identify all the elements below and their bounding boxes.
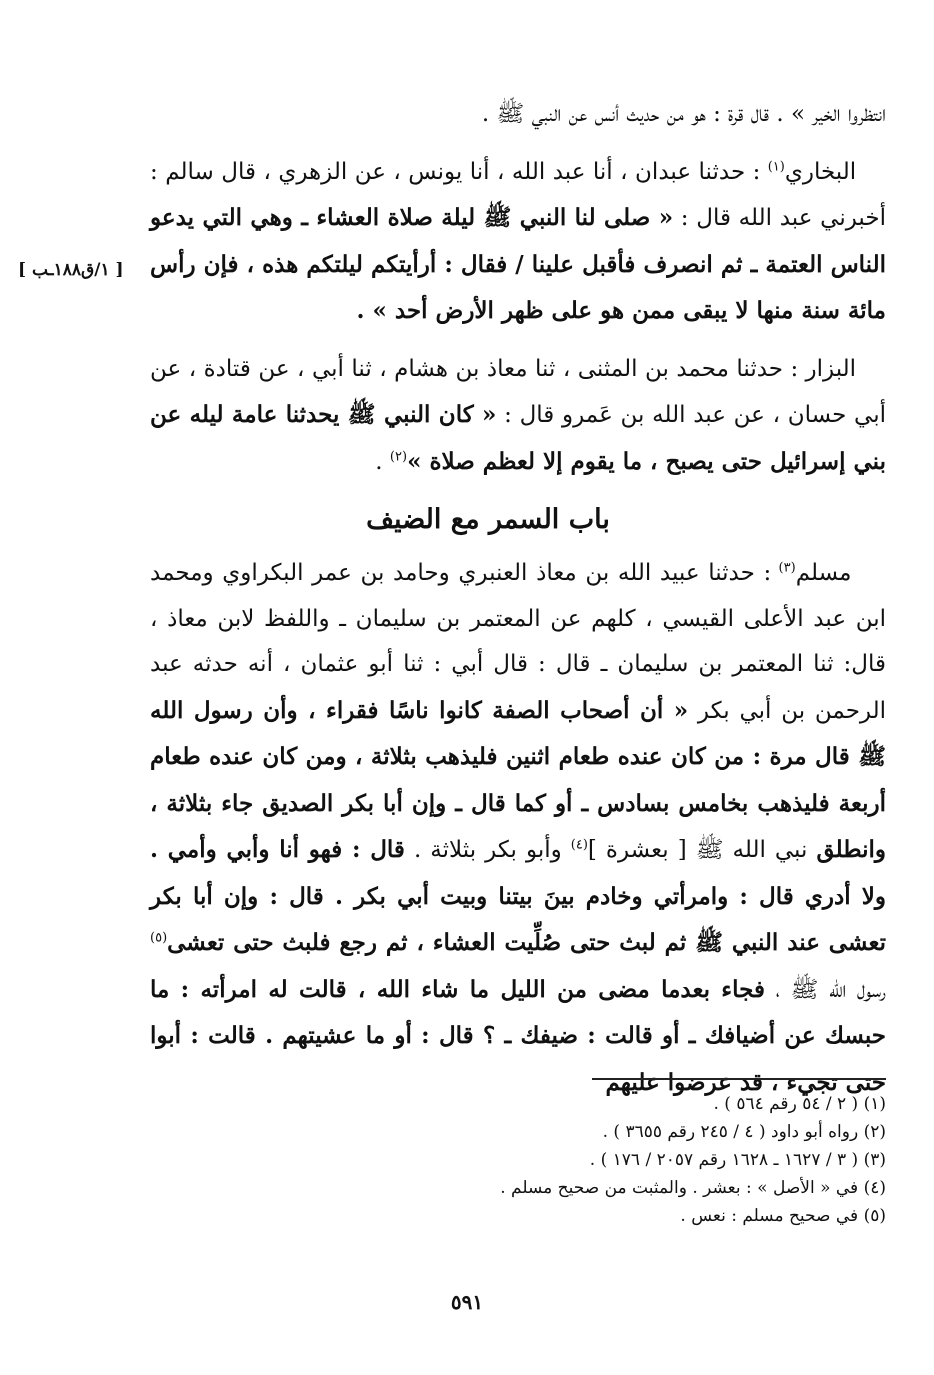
source-muslim: مسلم <box>795 560 852 586</box>
paragraph-1 <box>150 92 886 138</box>
hadith-text: قال : فهو أنا وأبي وأمي . ولا أدري قال : وامرأتي وخادم بينَ بيتنا وبيت أبي بكر . قال : وإن أبا بكر تعشى عند النبي ﷺ ثم لبث حتى صُلِّيت العشاء ، ثم رجع فلبث حتى تعشى <box>150 836 886 956</box>
manuscript-folio-note: [ ١/ق١٨٨ـب ] <box>18 260 124 280</box>
isnad-text: : حدثنا عبدان ، أنا عبد الله ، أنا يونس ، عن الزهري ، قال سالم : أخبرني عبد الله قال : <box>150 158 886 231</box>
footnotes <box>300 1090 886 1230</box>
isnad-text: البزار : حدثنا محمد بن المثنى ، ثنا معاذ بن هشام ، ثنا أبي ، عن قتادة ، عن أبي حسان ، عن عبد الله بن عَمرو قال : <box>150 355 886 428</box>
footnote-ref-3: (٣) <box>778 560 796 576</box>
paragraph-bukhari <box>150 150 886 335</box>
hadith-text: فجاء بعدما مضى من الليل ما شاء الله ، قالت له امرأته : ما حبسك عن أضيافك ـ أو قالت : ضيفك ـ ؟ قال : أو ما عشيتهم . قالت : أبوا حتى تجيء ، قد عرضوا عليهم <box>150 975 886 1096</box>
footnote-divider <box>592 1078 886 1080</box>
hadith-plain-text: وأبو بكر بثلاثة . <box>404 837 571 863</box>
footnote-1: (١) ( ٢ / ٥٤ رقم ٥٦٤ ) . <box>713 1094 886 1114</box>
isnad-text: : حدثنا عبيد الله بن معاذ العنبري وحامد بن عمر البكراوي ومحمد ابن عبد الأعلى القيسي ، كلهم عن المعتمر بن سليمان ـ واللفظ لابن معاذ ، قال: ثنا المعتمر بن سليمان ـ قال : قال أبي : ثنا أبو عثمان ، أنه حدثه عبد الرحمن بن أبي بكر <box>150 560 886 724</box>
paragraph-muslim <box>150 551 886 1106</box>
page-number: ٥٩١ <box>450 1290 484 1314</box>
hadith-text: « صلى لنا النبي ﷺ ليلة صلاة العشاء ـ وهي التي يدعو الناس العتمة ـ ثم انصرف فأقبل علينا / فقال : أرأيتكم ليلتكم هذه ، فإن رأس مائة سنة منها لا يبقى ممن هو على ظهر الأرض أحد » . <box>150 204 886 324</box>
hadith-plain-text: رسول الله ﷺ ، <box>764 976 886 1003</box>
hadith-text: « كان النبي ﷺ يحدثنا عامة ليله عن بني إسرائيل حتى يصبح ، ما يقوم إلا لعظم صلاة » <box>150 401 886 475</box>
source-bukhari: البخاري <box>784 158 857 185</box>
footnote-ref-1: (١) <box>767 158 785 174</box>
footnote-2: (٢) رواه أبو داود ( ٤ / ٢٤٥ رقم ٣٦٥٥ ) . <box>602 1122 886 1142</box>
footnote-ref-4: (٤) <box>570 837 588 853</box>
paragraph-1-text: انتظروا الخير » . قال قرة : هو من حديث أنس عن النبي ﷺ . <box>481 101 886 127</box>
footnote-ref-2: (٢) <box>389 448 408 464</box>
footnote-5: (٥) في صحيح مسلم : نعس . <box>680 1206 886 1226</box>
footnote-4: (٤) في « الأصل » : بعشر . والمثبت من صحيح مسلم . <box>500 1178 886 1198</box>
hadith-plain-text: نبي الله ﷺ [ بعشرة ] <box>587 837 817 863</box>
chapter-heading: باب السمر مع الضيف <box>366 504 610 535</box>
main-text <box>150 92 886 1106</box>
paragraph-end: . <box>375 448 390 475</box>
footnote-3: (٣) ( ٣ / ١٦٢٧ ـ ١٦٢٨ رقم ٢٠٥٧ / ١٧٦ ) . <box>589 1150 886 1170</box>
hadith-text: « أن أصحاب الصفة كانوا ناسًا فقراء ، وأن رسول الله ﷺ قال مرة : من كان عنده طعام اثنين فليذهب بثلاثة ، ومن كان عنده طعام أربعة فليذهب بخامس بسادس ـ أو كما قال ـ وإن أبا بكر الصديق جاء بثلاثة ، وانطلق <box>150 696 886 863</box>
paragraph-bazzar <box>150 347 886 486</box>
footnote-ref-5: (٥) <box>150 930 168 946</box>
